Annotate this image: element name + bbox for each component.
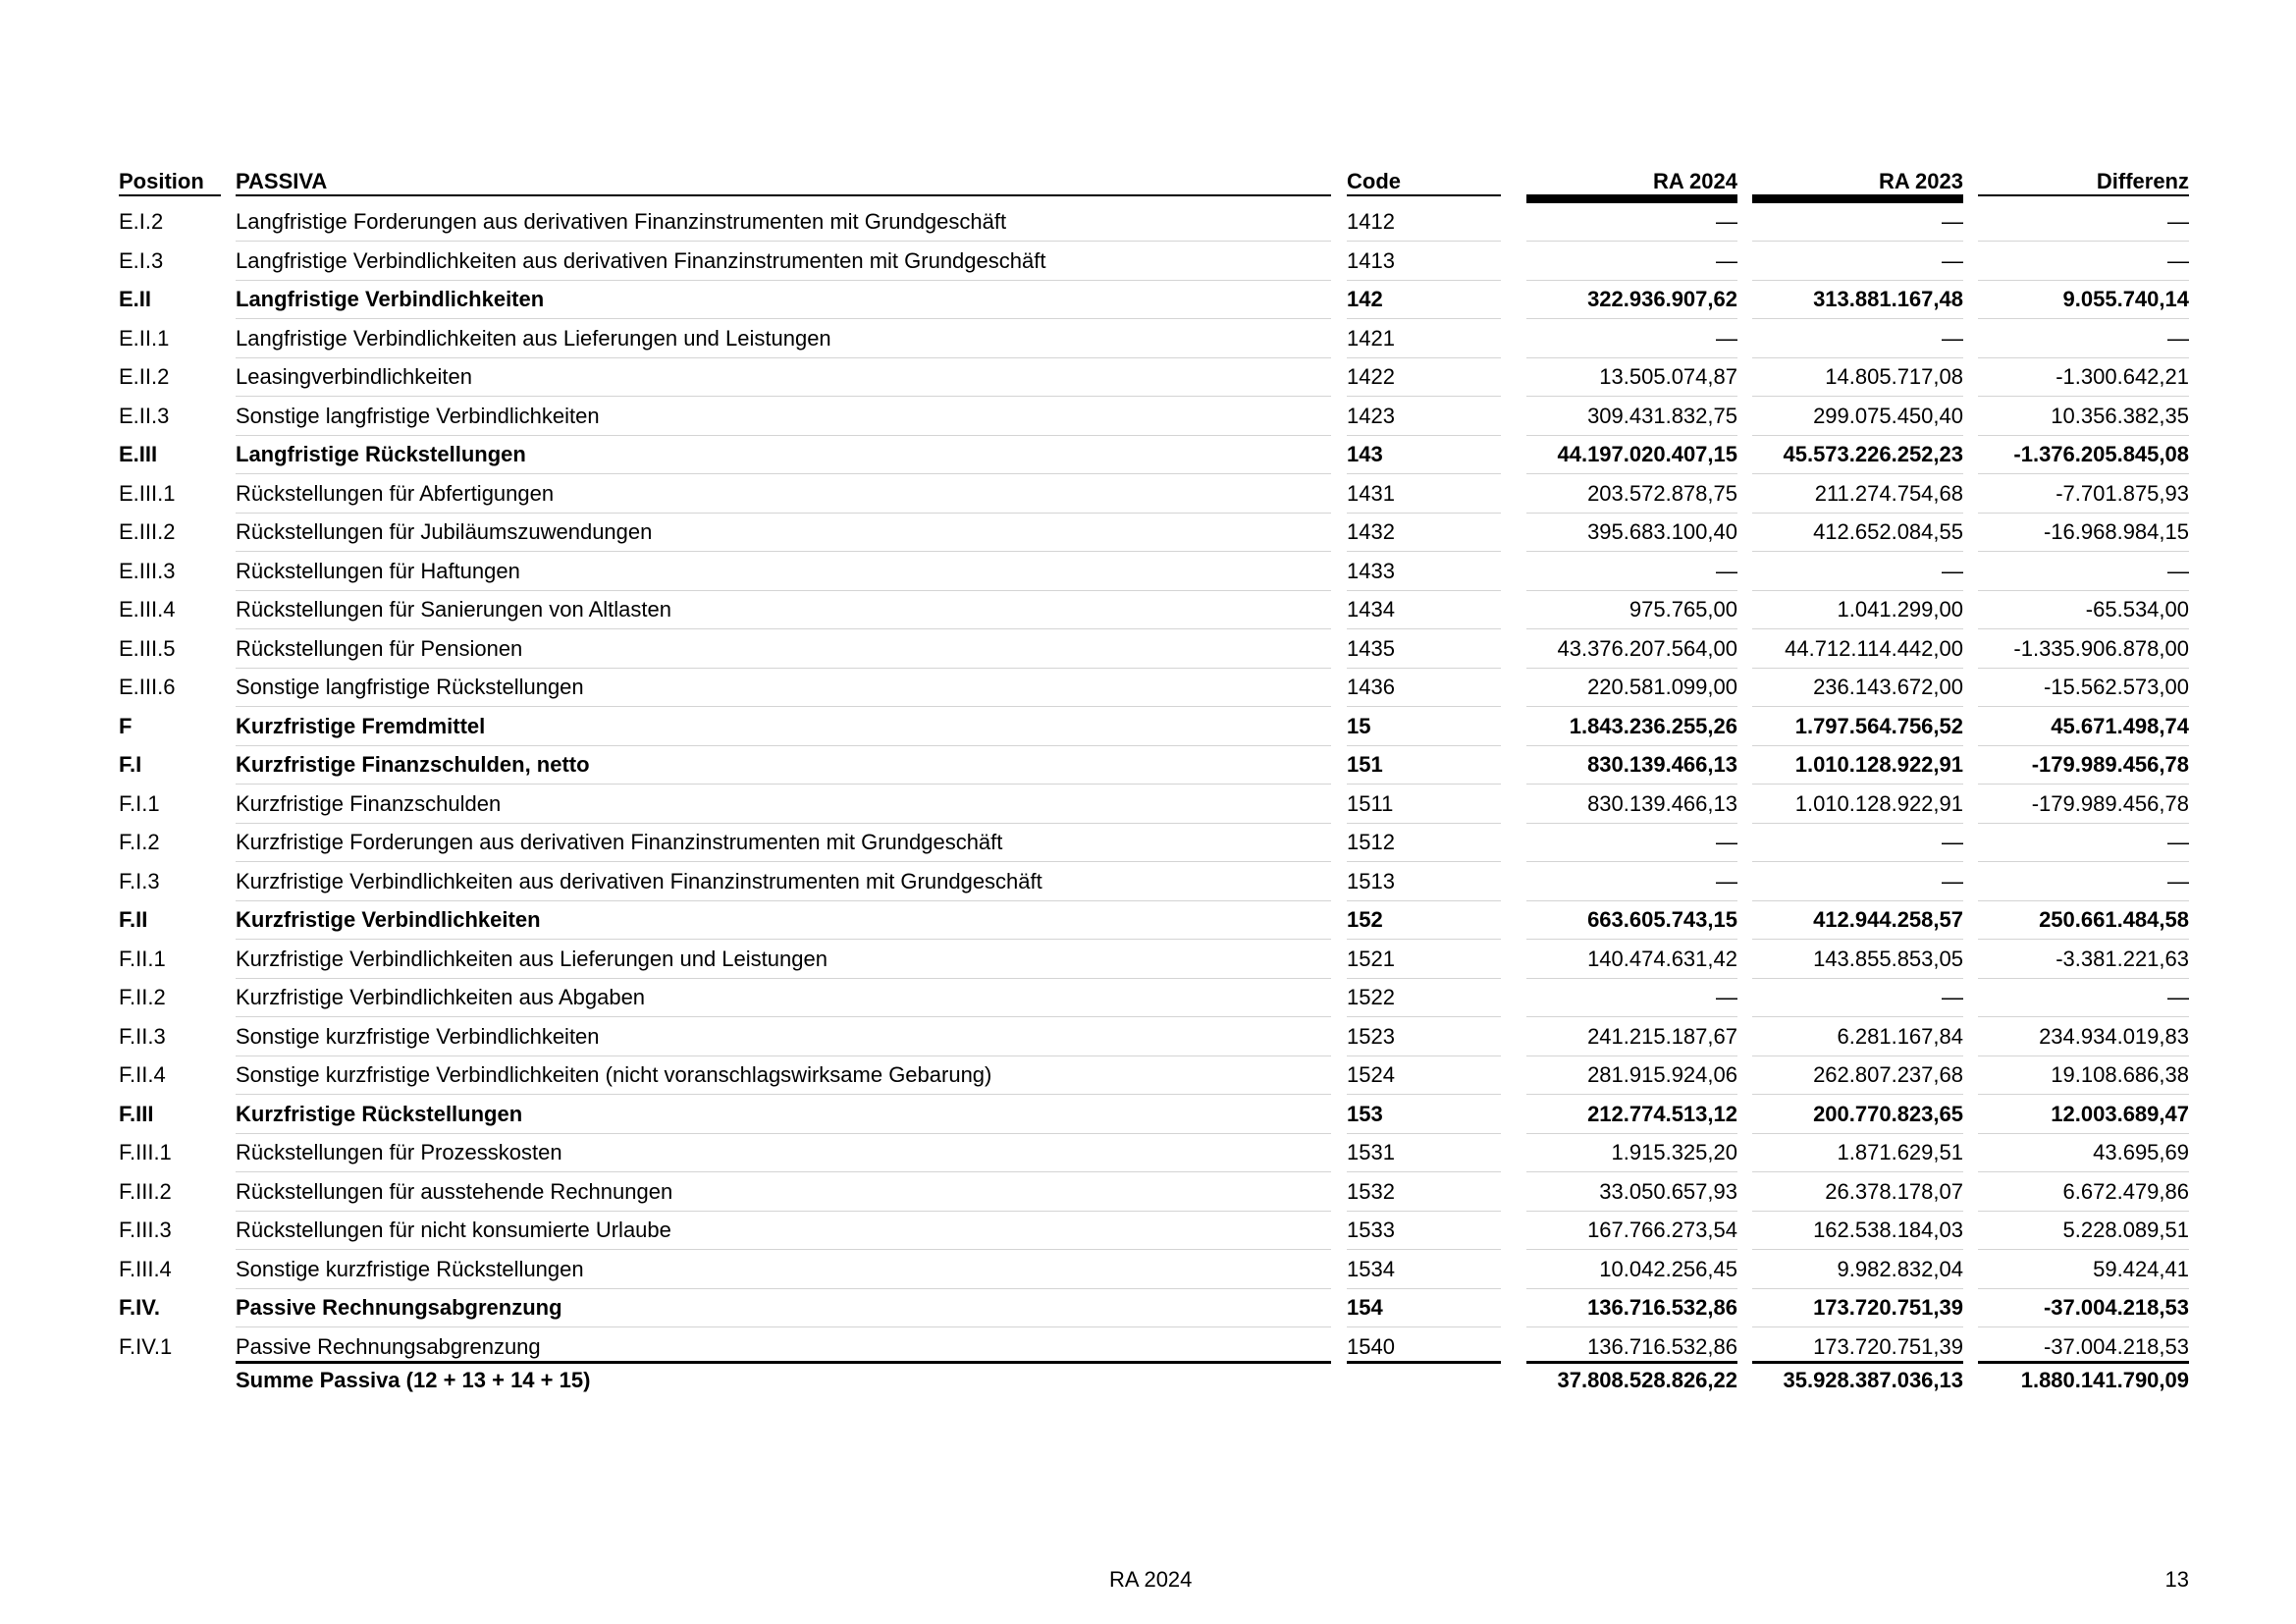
row-differenz: 6.672.479,86 — [2062, 1178, 2189, 1204]
row-code: 1434 — [1347, 597, 1395, 622]
row-ra2024: 13.505.074,87 — [1599, 364, 1737, 389]
row-position: E.II.2 — [119, 364, 170, 389]
row-code: 1540 — [1347, 1333, 1395, 1359]
table-row — [0, 242, 2296, 281]
row-ra2024: 43.376.207.564,00 — [1557, 635, 1737, 661]
row-differenz: -15.562.573,00 — [2043, 675, 2189, 699]
table-row — [0, 1095, 2296, 1134]
row-ra2024: 241.215.187,67 — [1587, 1023, 1737, 1049]
row-label: Langfristige Verbindlichkeiten — [236, 287, 545, 311]
row-ra2023: 200.770.823,65 — [1813, 1101, 1963, 1126]
row-code: 153 — [1347, 1101, 1383, 1126]
table-row — [0, 629, 2296, 669]
row-code: 1421 — [1347, 325, 1395, 351]
row-ra2024: 44.197.020.407,15 — [1557, 442, 1737, 466]
row-differenz: — — [2167, 830, 2189, 854]
row-position: F.I.1 — [119, 790, 160, 816]
table-row — [0, 1288, 2296, 1327]
row-ra2023: — — [1942, 830, 1963, 854]
row-code: 15 — [1347, 713, 1371, 738]
row-differenz: 234.934.019,83 — [2039, 1023, 2189, 1049]
row-label: Kurzfristige Verbindlichkeiten aus Abgaben — [236, 985, 646, 1009]
row-ra2023: — — [1942, 868, 1963, 893]
table-row — [0, 474, 2296, 514]
table-row — [0, 590, 2296, 629]
row-position: F.II.2 — [119, 985, 166, 1009]
row-code: 143 — [1347, 442, 1383, 466]
table-row — [0, 397, 2296, 436]
row-label: Langfristige Rückstellungen — [236, 442, 526, 466]
row-code: 1413 — [1347, 247, 1395, 273]
row-code: 1531 — [1347, 1140, 1395, 1164]
row-code: 152 — [1347, 907, 1383, 932]
table-row — [0, 1250, 2296, 1289]
row-ra2023: 1.797.564.756,52 — [1794, 713, 1963, 738]
row-code: 1533 — [1347, 1218, 1395, 1242]
row-position: F — [119, 713, 133, 738]
row-differenz: -3.381.221,63 — [2056, 946, 2189, 971]
row-differenz: — — [2167, 247, 2189, 273]
row-ra2024: 309.431.832,75 — [1587, 403, 1737, 428]
table-row — [0, 745, 2296, 785]
row-differenz: 59.424,41 — [2093, 1256, 2189, 1281]
row-code: 1521 — [1347, 946, 1395, 971]
row-code: 151 — [1347, 752, 1383, 777]
row-position: E.III.5 — [119, 635, 176, 661]
row-label: Rückstellungen für Abfertigungen — [236, 480, 555, 506]
row-differenz: 10.356.382,35 — [2051, 403, 2189, 428]
row-ra2023: 1.010.128.922,91 — [1794, 790, 1963, 816]
row-code: 142 — [1347, 287, 1383, 311]
row-differenz: -1.376.205.845,08 — [2013, 442, 2189, 466]
table-row — [0, 1172, 2296, 1212]
row-ra2023: 412.944.258,57 — [1813, 907, 1963, 932]
row-position: F.II.3 — [119, 1023, 166, 1049]
row-ra2024: 975.765,00 — [1629, 597, 1737, 622]
row-label: Rückstellungen für Sanierungen von Altlasten — [236, 597, 671, 622]
row-code: 1433 — [1347, 558, 1395, 583]
row-label: Rückstellungen für nicht konsumierte Urlaube — [236, 1218, 671, 1242]
table-row — [0, 1211, 2296, 1250]
row-differenz: 19.108.686,38 — [2051, 1062, 2189, 1087]
row-label: Rückstellungen für Jubiläumszuwendungen — [236, 519, 653, 544]
row-label: Rückstellungen für Pensionen — [236, 635, 523, 661]
row-label: Kurzfristige Verbindlichkeiten aus Lieferungen und Leistungen — [236, 946, 828, 971]
row-label: Langfristige Verbindlichkeiten aus Lieferungen und Leistungen — [236, 325, 831, 351]
row-differenz: -65.534,00 — [2085, 597, 2189, 622]
footer-title: RA 2024 — [1109, 1567, 1193, 1592]
header-code: Code — [1347, 169, 1401, 193]
row-ra2024: 1.915.325,20 — [1611, 1140, 1737, 1164]
row-ra2023: — — [1942, 325, 1963, 351]
row-code: 1435 — [1347, 635, 1395, 661]
row-differenz: 5.228.089,51 — [2062, 1218, 2189, 1242]
row-position: F.III — [119, 1101, 154, 1126]
table-row — [0, 513, 2296, 552]
row-code: 1422 — [1347, 364, 1395, 389]
row-differenz: -179.989.456,78 — [2031, 752, 2189, 777]
row-ra2024: 322.936.907,62 — [1587, 287, 1737, 311]
table-row — [0, 900, 2296, 940]
row-ra2023: 1.871.629,51 — [1837, 1140, 1963, 1164]
table-row — [0, 1056, 2296, 1095]
row-differenz: — — [2167, 209, 2189, 234]
row-code: 1513 — [1347, 868, 1395, 893]
row-label: Kurzfristige Fremdmittel — [236, 713, 486, 738]
row-ra2023: — — [1942, 209, 1963, 234]
row-position: E.II — [119, 287, 152, 311]
row-ra2023: 45.573.226.252,23 — [1783, 442, 1963, 466]
row-position: F.I.2 — [119, 830, 160, 854]
header-passiva: PASSIVA — [236, 169, 328, 193]
row-position: F.IV. — [119, 1295, 160, 1320]
row-code: 1436 — [1347, 675, 1395, 699]
table-row — [0, 202, 2296, 242]
table-row — [0, 668, 2296, 707]
row-code: 1412 — [1347, 209, 1395, 234]
row-label: Rückstellungen für ausstehende Rechnungen — [236, 1178, 673, 1204]
table-row — [0, 357, 2296, 397]
row-label: Passive Rechnungsabgrenzung — [236, 1295, 562, 1320]
row-label: Kurzfristige Verbindlichkeiten — [236, 907, 541, 932]
row-differenz: -1.300.642,21 — [2056, 364, 2189, 389]
row-position: F.I — [119, 752, 142, 777]
table-row — [0, 862, 2296, 901]
row-position: F.I.3 — [119, 868, 160, 893]
row-ra2023: 313.881.167,48 — [1813, 287, 1963, 311]
row-differenz: -37.004.218,53 — [2043, 1295, 2189, 1320]
row-position: F.III.4 — [119, 1256, 172, 1281]
row-ra2024: 136.716.532,86 — [1587, 1295, 1737, 1320]
row-label: Sonstige langfristige Rückstellungen — [236, 675, 584, 699]
row-label: Sonstige kurzfristige Rückstellungen — [236, 1256, 584, 1281]
row-code: 1512 — [1347, 830, 1395, 854]
row-ra2024: 212.774.513,12 — [1587, 1101, 1737, 1126]
table-row — [0, 978, 2296, 1017]
table-row — [0, 552, 2296, 591]
row-ra2024: 10.042.256,45 — [1599, 1256, 1737, 1281]
header-rule-position — [119, 194, 221, 196]
row-code: 1532 — [1347, 1178, 1395, 1204]
header-rule-passiva — [236, 194, 1331, 196]
total-ra2023: 35.928.387.036,13 — [1783, 1368, 1963, 1392]
row-ra2023: 236.143.672,00 — [1813, 675, 1963, 699]
row-position: E.III — [119, 442, 158, 466]
total-differenz: 1.880.141.790,09 — [2020, 1368, 2189, 1392]
row-differenz: 12.003.689,47 — [2051, 1101, 2189, 1126]
row-label: Sonstige kurzfristige Verbindlichkeiten — [236, 1023, 600, 1049]
table-row — [0, 707, 2296, 746]
row-code: 1522 — [1347, 985, 1395, 1009]
total-ra2024: 37.808.528.826,22 — [1557, 1368, 1737, 1392]
row-ra2023: — — [1942, 985, 1963, 1009]
header-position: Position — [119, 169, 204, 193]
row-position: F.III.2 — [119, 1178, 172, 1204]
row-ra2024: 136.716.532,86 — [1587, 1333, 1737, 1359]
row-position: E.III.6 — [119, 675, 176, 699]
row-ra2023: 9.982.832,04 — [1837, 1256, 1963, 1281]
row-ra2024: 1.843.236.255,26 — [1569, 713, 1737, 738]
total-label: Summe Passiva (12 + 13 + 14 + 15) — [236, 1368, 591, 1392]
row-label: Sonstige langfristige Verbindlichkeiten — [236, 403, 600, 428]
row-label: Kurzfristige Forderungen aus derivativen Finanzinstrumenten mit Grundgeschäft — [236, 830, 1003, 854]
table-row — [0, 1133, 2296, 1172]
table-row — [0, 319, 2296, 358]
header-rule-code — [1347, 194, 1501, 196]
row-differenz: -37.004.218,53 — [2043, 1333, 2189, 1359]
row-code: 1431 — [1347, 480, 1395, 506]
row-differenz: -1.335.906.878,00 — [2013, 635, 2189, 661]
table-row — [0, 940, 2296, 979]
row-position: E.II.3 — [119, 403, 170, 428]
row-position: F.II — [119, 907, 148, 932]
row-ra2024: 33.050.657,93 — [1599, 1178, 1737, 1204]
row-position: E.I.3 — [119, 247, 164, 273]
row-ra2023: 1.010.128.922,91 — [1794, 752, 1963, 777]
row-ra2023: 173.720.751,39 — [1813, 1295, 1963, 1320]
row-ra2024: 830.139.466,13 — [1587, 790, 1737, 816]
row-label: Kurzfristige Rückstellungen — [236, 1101, 523, 1126]
row-differenz: -7.701.875,93 — [2056, 480, 2189, 506]
row-label: Sonstige kurzfristige Verbindlichkeiten (nicht voranschlagswirksame Gebarung) — [236, 1062, 992, 1087]
row-ra2023: 412.652.084,55 — [1813, 519, 1963, 544]
row-label: Rückstellungen für Haftungen — [236, 558, 520, 583]
row-ra2023: 6.281.167,84 — [1837, 1023, 1963, 1049]
row-ra2024: 203.572.878,75 — [1587, 480, 1737, 506]
row-label: Kurzfristige Finanzschulden — [236, 790, 502, 816]
row-label: Leasingverbindlichkeiten — [236, 364, 472, 389]
row-position: E.III.4 — [119, 597, 176, 622]
row-differenz: 250.661.484,58 — [2039, 907, 2189, 932]
row-ra2023: — — [1942, 558, 1963, 583]
row-code: 1523 — [1347, 1023, 1395, 1049]
row-position: F.III.1 — [119, 1140, 172, 1164]
table-row — [0, 435, 2296, 474]
row-ra2024: — — [1716, 247, 1737, 273]
header-ra2023: RA 2023 — [1878, 169, 1963, 193]
row-label: Kurzfristige Finanzschulden, netto — [236, 752, 590, 777]
row-position: E.III.3 — [119, 558, 176, 583]
row-ra2023: 26.378.178,07 — [1825, 1178, 1963, 1204]
row-differenz: -179.989.456,78 — [2031, 790, 2189, 816]
row-ra2023: 162.538.184,03 — [1813, 1218, 1963, 1242]
row-code: 1423 — [1347, 403, 1395, 428]
header-rule-differenz — [1978, 194, 2189, 196]
row-label: Langfristige Verbindlichkeiten aus derivativen Finanzinstrumenten mit Grundgeschäft — [236, 247, 1046, 273]
row-differenz: — — [2167, 868, 2189, 893]
row-label: Langfristige Forderungen aus derivativen Finanzinstrumenten mit Grundgeschäft — [236, 209, 1007, 234]
row-code: 1524 — [1347, 1062, 1395, 1087]
row-ra2024: 830.139.466,13 — [1587, 752, 1737, 777]
row-code: 154 — [1347, 1295, 1383, 1320]
row-code: 1534 — [1347, 1256, 1395, 1281]
row-ra2023: 211.274.754,68 — [1814, 480, 1963, 506]
row-position: F.IV.1 — [119, 1333, 173, 1359]
row-code: 1432 — [1347, 519, 1395, 544]
row-ra2024: 167.766.273,54 — [1587, 1218, 1737, 1242]
table-row — [0, 280, 2296, 319]
row-ra2023: — — [1942, 247, 1963, 273]
row-differenz: — — [2167, 325, 2189, 351]
row-position: E.II.1 — [119, 325, 170, 351]
row-ra2024: 140.474.631,42 — [1587, 946, 1737, 971]
page-number: 13 — [2164, 1567, 2189, 1592]
row-ra2024: 220.581.099,00 — [1587, 675, 1737, 699]
row-ra2023: 143.855.853,05 — [1813, 946, 1963, 971]
header-differenz: Differenz — [2096, 169, 2189, 193]
row-label: Rückstellungen für Prozesskosten — [236, 1140, 562, 1164]
row-differenz: 45.671.498,74 — [2051, 713, 2189, 738]
row-label: Passive Rechnungsabgrenzung — [236, 1333, 541, 1359]
row-ra2024: — — [1716, 209, 1737, 234]
row-ra2024: — — [1716, 830, 1737, 854]
row-ra2024: — — [1716, 325, 1737, 351]
table-row — [0, 785, 2296, 824]
row-ra2024: — — [1716, 985, 1737, 1009]
row-position: E.III.1 — [119, 480, 176, 506]
row-ra2023: 262.807.237,68 — [1813, 1062, 1963, 1087]
row-position: E.III.2 — [119, 519, 176, 544]
header-ra2024: RA 2024 — [1652, 169, 1737, 193]
row-differenz: -16.968.984,15 — [2043, 519, 2189, 544]
row-ra2024: 395.683.100,40 — [1587, 519, 1737, 544]
row-ra2023: 14.805.717,08 — [1825, 364, 1963, 389]
table-row — [0, 1017, 2296, 1056]
row-ra2023: 299.075.450,40 — [1813, 403, 1963, 428]
row-ra2023: 173.720.751,39 — [1813, 1333, 1963, 1359]
row-position: E.I.2 — [119, 209, 164, 234]
row-differenz: 9.055.740,14 — [2062, 287, 2189, 311]
row-position: F.II.1 — [119, 946, 166, 971]
row-code: 1511 — [1347, 790, 1394, 816]
row-differenz: 43.695,69 — [2093, 1140, 2189, 1164]
row-ra2024: — — [1716, 558, 1737, 583]
row-ra2024: 281.915.924,06 — [1587, 1062, 1737, 1087]
row-ra2023: 44.712.114.442,00 — [1785, 635, 1963, 661]
row-differenz: — — [2167, 558, 2189, 583]
row-differenz: — — [2167, 985, 2189, 1009]
row-ra2023: 1.041.299,00 — [1837, 597, 1963, 622]
row-position: F.II.4 — [119, 1062, 166, 1087]
row-ra2024: — — [1716, 868, 1737, 893]
table-row — [0, 823, 2296, 862]
row-label: Kurzfristige Verbindlichkeiten aus derivativen Finanzinstrumenten mit Grundgeschäft — [236, 868, 1042, 893]
row-position: F.III.3 — [119, 1218, 172, 1242]
row-ra2024: 663.605.743,15 — [1587, 907, 1737, 932]
